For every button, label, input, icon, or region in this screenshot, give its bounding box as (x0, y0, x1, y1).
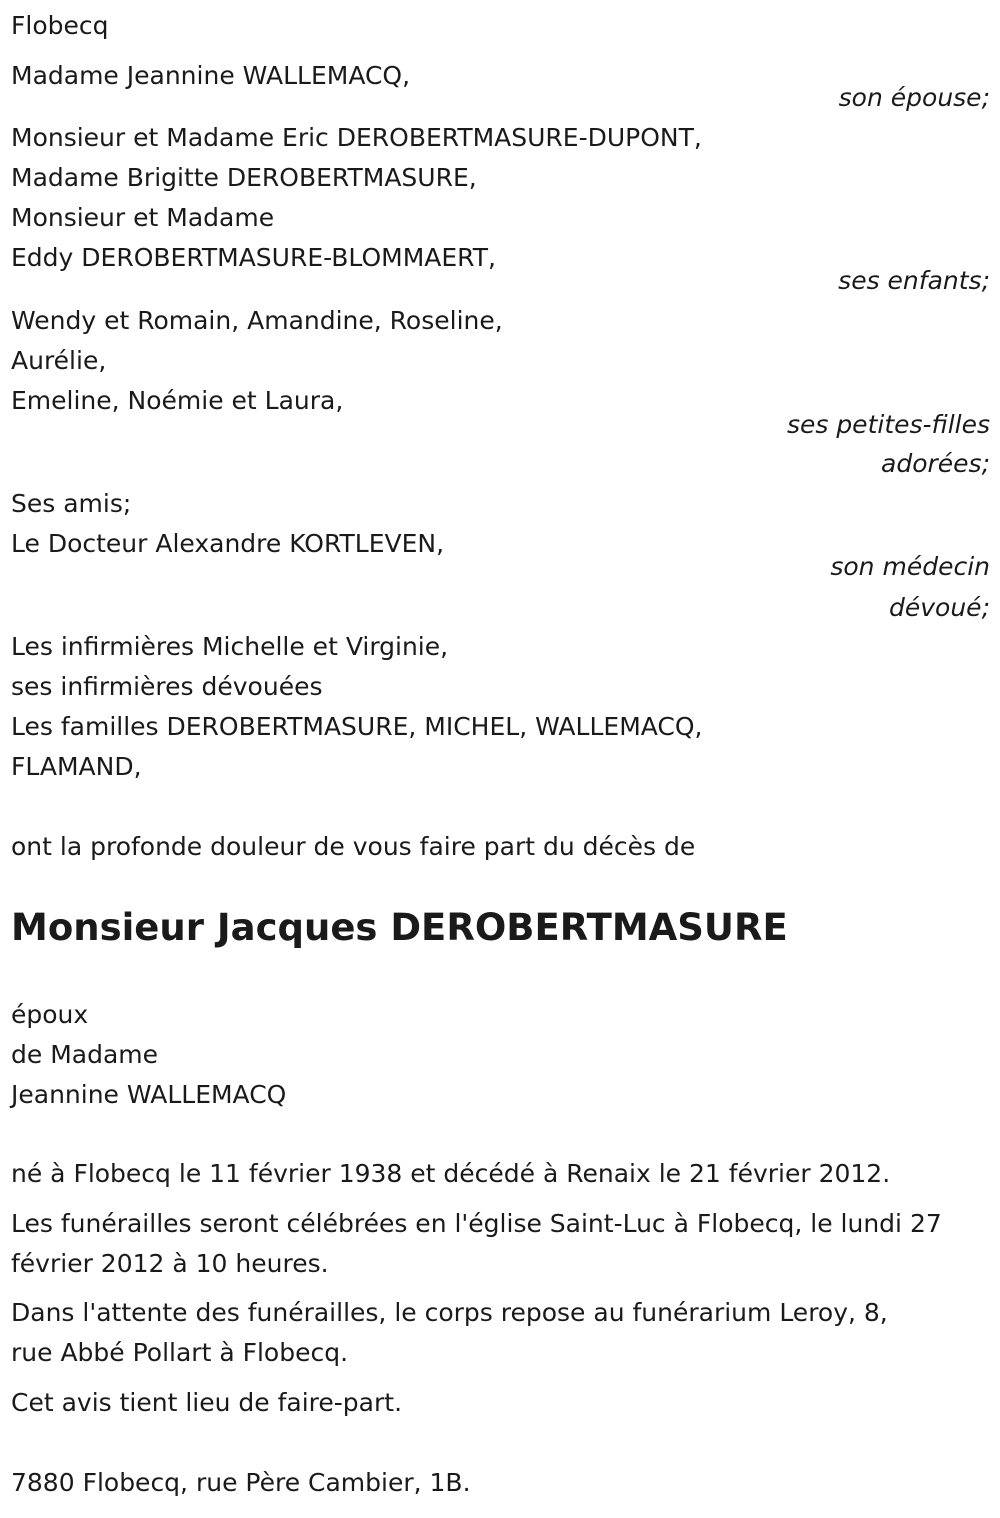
others-line: Les infirmières Michelle et Virginie, (11, 632, 449, 661)
grandchild-line: Aurélie, (11, 346, 107, 375)
address: 7880 Flobecq, rue Père Cambier, 1B. (11, 1468, 471, 1497)
spouse-line: époux (11, 1000, 89, 1029)
rest-line: Dans l'attente des funérailles, le corps repose au funérarium Leroy, 8, (11, 1298, 888, 1327)
grandchild-line: Emeline, Noémie et Laura, (11, 386, 344, 415)
grandchildren-role: ses petites-filles (786, 410, 990, 439)
friends: Ses amis; (11, 489, 132, 518)
birth-death: né à Flobecq le 11 février 1938 et décédé à Renaix le 21 février 2012. (11, 1159, 891, 1188)
funeral-line: Les funérailles seront célébrées en l'église Saint-Luc à Flobecq, le lundi 27 (11, 1209, 942, 1238)
announcement: ont la profonde douleur de vous faire part du décès de (11, 832, 696, 861)
spouse-line: Jeannine WALLEMACQ (11, 1080, 287, 1109)
funeral-line: février 2012 à 10 heures. (11, 1249, 329, 1278)
others-line: Les familles DEROBERTMASURE, MICHEL, WALLEMACQ, (11, 712, 703, 741)
others-line: FLAMAND, (11, 752, 142, 781)
child-line: Monsieur et Madame Eric DEROBERTMASURE-DUPONT, (11, 123, 702, 152)
wife-role: son épouse; (838, 83, 990, 112)
children-role: ses enfants; (838, 266, 990, 295)
doctor-name: Le Docteur Alexandre KORTLEVEN, (11, 529, 445, 558)
doctor-role: son médecin (830, 552, 990, 581)
child-line: Eddy DEROBERTMASURE-BLOMMAERT, (11, 243, 496, 272)
others-line: ses infirmières dévouées (11, 672, 323, 701)
doctor-role: dévoué; (889, 593, 990, 622)
notice: Cet avis tient lieu de faire-part. (11, 1388, 403, 1417)
spouse-line: de Madame (11, 1040, 159, 1069)
grandchild-line: Wendy et Romain, Amandine, Roseline, (11, 306, 503, 335)
place: Flobecq (11, 11, 109, 40)
wife-name: Madame Jeannine WALLEMACQ, (11, 61, 411, 90)
child-line: Madame Brigitte DEROBERTMASURE, (11, 163, 477, 192)
deceased-name: Monsieur Jacques DEROBERTMASURE (11, 906, 788, 949)
child-line: Monsieur et Madame (11, 203, 275, 232)
rest-line: rue Abbé Pollart à Flobecq. (11, 1338, 349, 1367)
grandchildren-role: adorées; (881, 449, 990, 478)
